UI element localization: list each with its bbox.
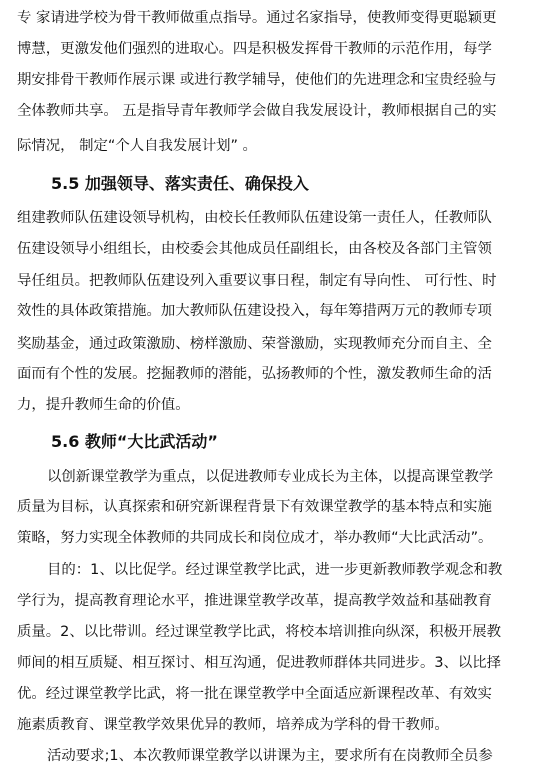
paragraph-5-6-b-line-2: 学行为，提高教育理论水平，推进课堂教学改革，提高教学效益和基础教育 [17,593,492,609]
paragraph-5-5-line-6: 面而有个性的发展。挖掘教师的潜能，弘扬教师的个性，激发教师生命的活 [17,366,492,382]
paragraph-5-6-b-line-1: 目的：1、以比促学。经过课堂教学比武，进一步更新教师教学观念和教 [47,562,503,578]
paragraph-5-5-line-5: 奖励基金，通过政策激励、榜样激励、荣誉激励，实现教师充分而自主、全 [17,336,492,352]
paragraph-5-5-line-2: 伍建设领导小组组长，由校委会其他成员任副组长，由各校及各部门主管领 [17,241,492,257]
paragraph-5-6-c-line-1: 活动要求;1、本次教师课堂教学以讲课为主，要求所有在岗教师全员参 [47,748,493,764]
paragraph-5-6-a-line-3: 策略，努力实现全体教师的共同成长和岗位成才，举办教师“大比武活动”。 [17,530,493,546]
paragraph-5-6-a-line-2: 质量为目标，认真探索和研究新课程背景下有效课堂教学的基本特点和实施 [17,499,492,515]
paragraph-5-6-b-line-4: 师间的相互质疑、相互探讨、相互沟通，促进教师群体共同进步。3、以比择 [17,655,502,671]
paragraph-5-5-line-7: 力，提升教师生命的价值。 [17,397,190,413]
paragraph-5-6-a-line-1: 以创新课堂教学为重点，以促进教师专业成长为主体，以提高课堂教学 [47,469,494,485]
section-heading-5-6: 5.6 教师“大比武活动” [51,432,218,451]
paragraph-intro-line-4: 全体教师共享。 五是指导青年教师学会做自我发展设计，教师根据自己的实 [17,103,497,119]
paragraph-intro-line-1: 专 家请进学校为骨干教师做重点指导。通过名家指导，使教师变得更聪颖更 [17,10,497,26]
paragraph-5-6-b-line-6: 施素质教育、课堂教学效果优异的教师，培养成为学科的骨干教师。 [17,717,449,733]
paragraph-5-5-line-3: 导任组员。把教师队伍建设列入重要议事日程，制定有导向性、 可行性、时 [17,273,497,289]
paragraph-5-6-b-line-3: 质量。2、以比带训。经过课堂教学比武，将校本培训推向纵深，积极开展教 [17,624,502,640]
paragraph-intro-line-5: 际情况， 制定“个人自我发展计划” 。 [17,138,257,154]
paragraph-5-6-b-line-5: 优。经过课堂教学比武，将一批在课堂教学中全面适应新课程改革、有效实 [17,686,492,702]
paragraph-5-5-line-4: 效性的具体政策措施。加大教师队伍建设投入，每年筹措两万元的教师专项 [17,303,492,319]
paragraph-intro-line-2: 博慧，更激发他们强烈的进取心。四是积极发挥骨干教师的示范作用，每学 [17,41,492,57]
paragraph-5-5-line-1: 组建教师队伍建设领导机构，由校长任教师队伍建设第一责任人，任教师队 [17,210,492,226]
section-heading-5-5: 5.5 加强领导、落实责任、确保投入 [51,174,309,193]
paragraph-intro-line-3: 期安排骨干教师作展示课 或进行教学辅导，使他们的先进理念和宝贵经验与 [17,72,497,88]
